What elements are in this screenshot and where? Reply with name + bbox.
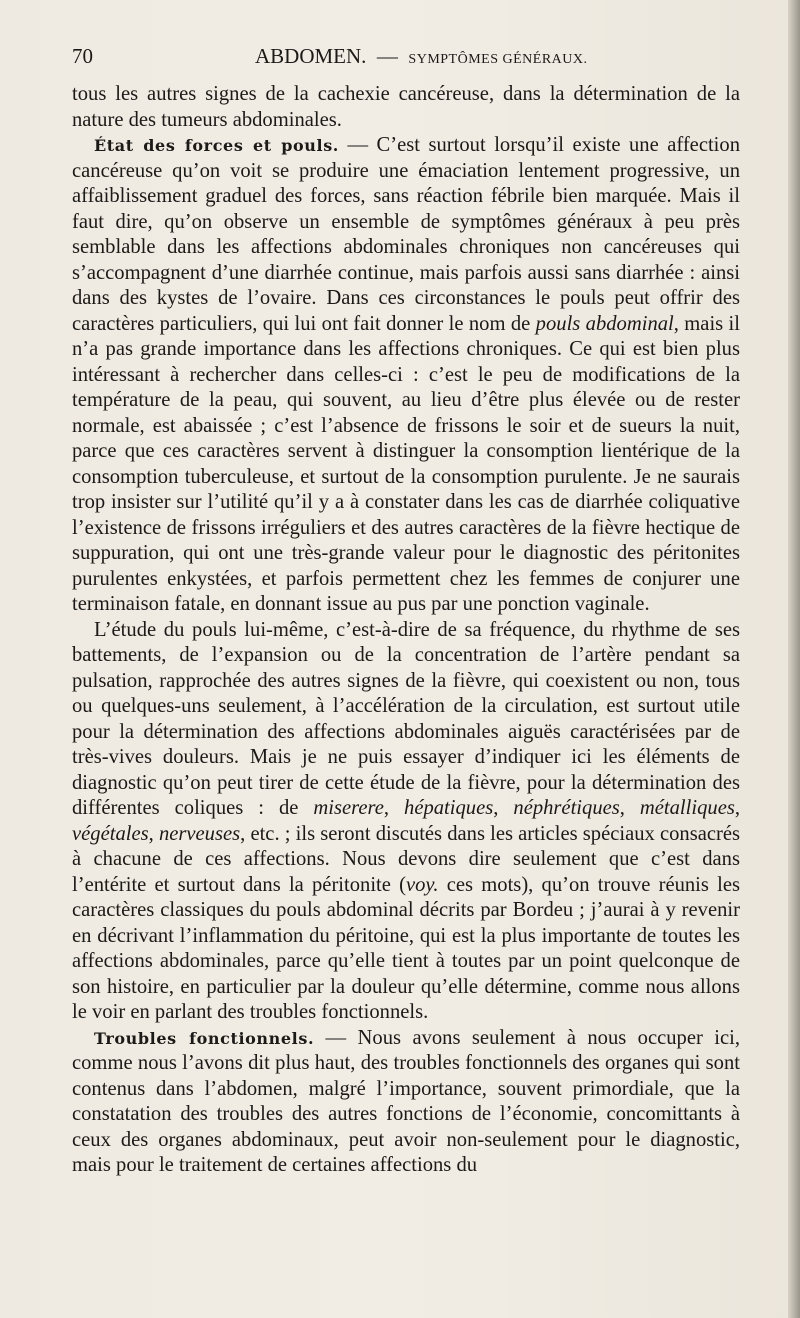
paragraph: tous les autres signes de la cachexie cancéreuse, dans la détermination de la nature des tumeurs abdominales. — [72, 83, 740, 131]
text-run: , etc. ; ils seront discutés dans les articles spéciaux consacrés à chacune de ces affections. Nous devons dire seulement que c’est dans l’entérite et surtout dans la péritonite ( — [72, 822, 741, 896]
text-run: ces mots), qu’on trouve réunis les caractères classiques du pouls abdominal décrits par Bordeu ; j’aurai à y revenir en décrivant l’inflammation du péritoine, qui est la plus importante de toutes les affections abdominales, parce qu’elle tient à toutes par un point quelconque de son histoire, en particulier par la douleur qu’elle détermine, comme nous allons le voir en parlant des troubles fonctionnels. — [72, 873, 740, 1023]
italic-term: voy. — [405, 873, 439, 896]
text-run: , — [148, 822, 159, 845]
paragraph — [72, 618, 740, 1026]
italic-term: néphrétiques — [513, 797, 620, 819]
paragraph — [72, 1026, 740, 1179]
italic-term: végétales — [72, 822, 149, 845]
section-subtitle: SYMPTÔMES GÉNÉRAUX. — [408, 52, 588, 67]
italic-term: nerveuses — [158, 822, 241, 845]
running-title — [255, 44, 588, 69]
text-run: — Nous avons seulement à nous occuper ici, comme nous l’avons dit plus haut, des troubles fonctionnels des organes qui sont contenus dans l’abdomen, malgré l’importance, souvent primordiale, que la constatation des troubles des autres fonctions de l’économie, concomittants à ceux des organes abdominaux, peut avoir non-seulement pour le diagnostic, mais pour le traitement de certaines affections du — [72, 1026, 740, 1176]
italic-term: métalliques — [639, 797, 735, 819]
paragraph — [72, 133, 740, 618]
text-run: , mais il n’a pas grande importance dans les affections chroniques. Ce qui est bien plus intéressant à rechercher dans celles-ci : c’est le peu de modifications de la température de la peau, qui souvent, au lieu d’être plus élevée ou de rester normale, est abaissée ; c’est l’absence de frissons le soir et de sueurs la nuit, parce que ces caractères servent à distinguer la consomption lientérique de la consomption tuberculeuse, et surtout de la consomption purulente. Je ne saurais trop insister sur l’utilité qu’il y a à constater dans les cas de diarrhée coliquative l’existence de frissons irréguliers et des autres caractères de la fièvre hectique de suppuration, qui ont une très-grande valeur pour le diagnostic des péritonites purulentes enkystées, et parfois permettent chez les femmes de conjurer une terminaison fatale, en donnant issue au pus par une ponction vaginale. — [72, 312, 740, 615]
page-edge-shadow — [788, 0, 800, 1318]
body-text — [72, 82, 740, 1179]
running-header — [72, 44, 740, 74]
text-run: , — [734, 797, 741, 819]
text-run: — C’est surtout lorsqu’il existe une affection cancéreuse qu’on voit se produire une émaciation lentement progressive, un affaiblissement graduel des forces, sans réaction fébrile bien marquée. Mais il faut dire, qu’on observe un ensemble de symptômes généraux à peu près semblable dans les affections abdominales chroniques non cancéreuses qui s’accompagnent d’une diarrhée continue, mais parfois aussi sans diarrhée : ainsi dans des kystes de l’ovaire. Dans ces circonstances le pouls peut offrir des caractères particuliers, qui lui ont fait donner le nom de — [72, 134, 740, 335]
text-run: , — [383, 797, 405, 819]
section-heading: État des forces et pouls. — [94, 136, 339, 155]
text-run: , — [493, 797, 514, 819]
italic-term: hépatiques — [404, 797, 494, 819]
section-heading: Troubles fonctionnels. — [94, 1028, 315, 1048]
text-run: , — [619, 797, 640, 819]
header-dash: — — [376, 44, 398, 68]
chapter-title: ABDOMEN. — [255, 44, 367, 68]
italic-term: miserere — [313, 797, 384, 819]
page-number: 70 — [72, 44, 93, 68]
italic-term: pouls abdominal — [535, 312, 674, 335]
text-run: L’étude du pouls lui-même, c’est-à-dire de sa fréquence, du rhythme de ses battements, de l’expansion ou de la concentration de l’artère pendant sa pulsation, rapprochée des autres signes de la fièvre, qui coexistent ou non, tous ou quelques-uns seulement, à l’accélération de la circulation, est surtout utile pour la détermination des affections abdominales aiguës caractérisées par de très-vives douleurs. Mais je ne puis essayer d’indiquer ici les éléments de diagnostic qu’on peut tirer de cette étude de la fièvre, pour la détermination des différentes coliques : de — [72, 618, 740, 819]
